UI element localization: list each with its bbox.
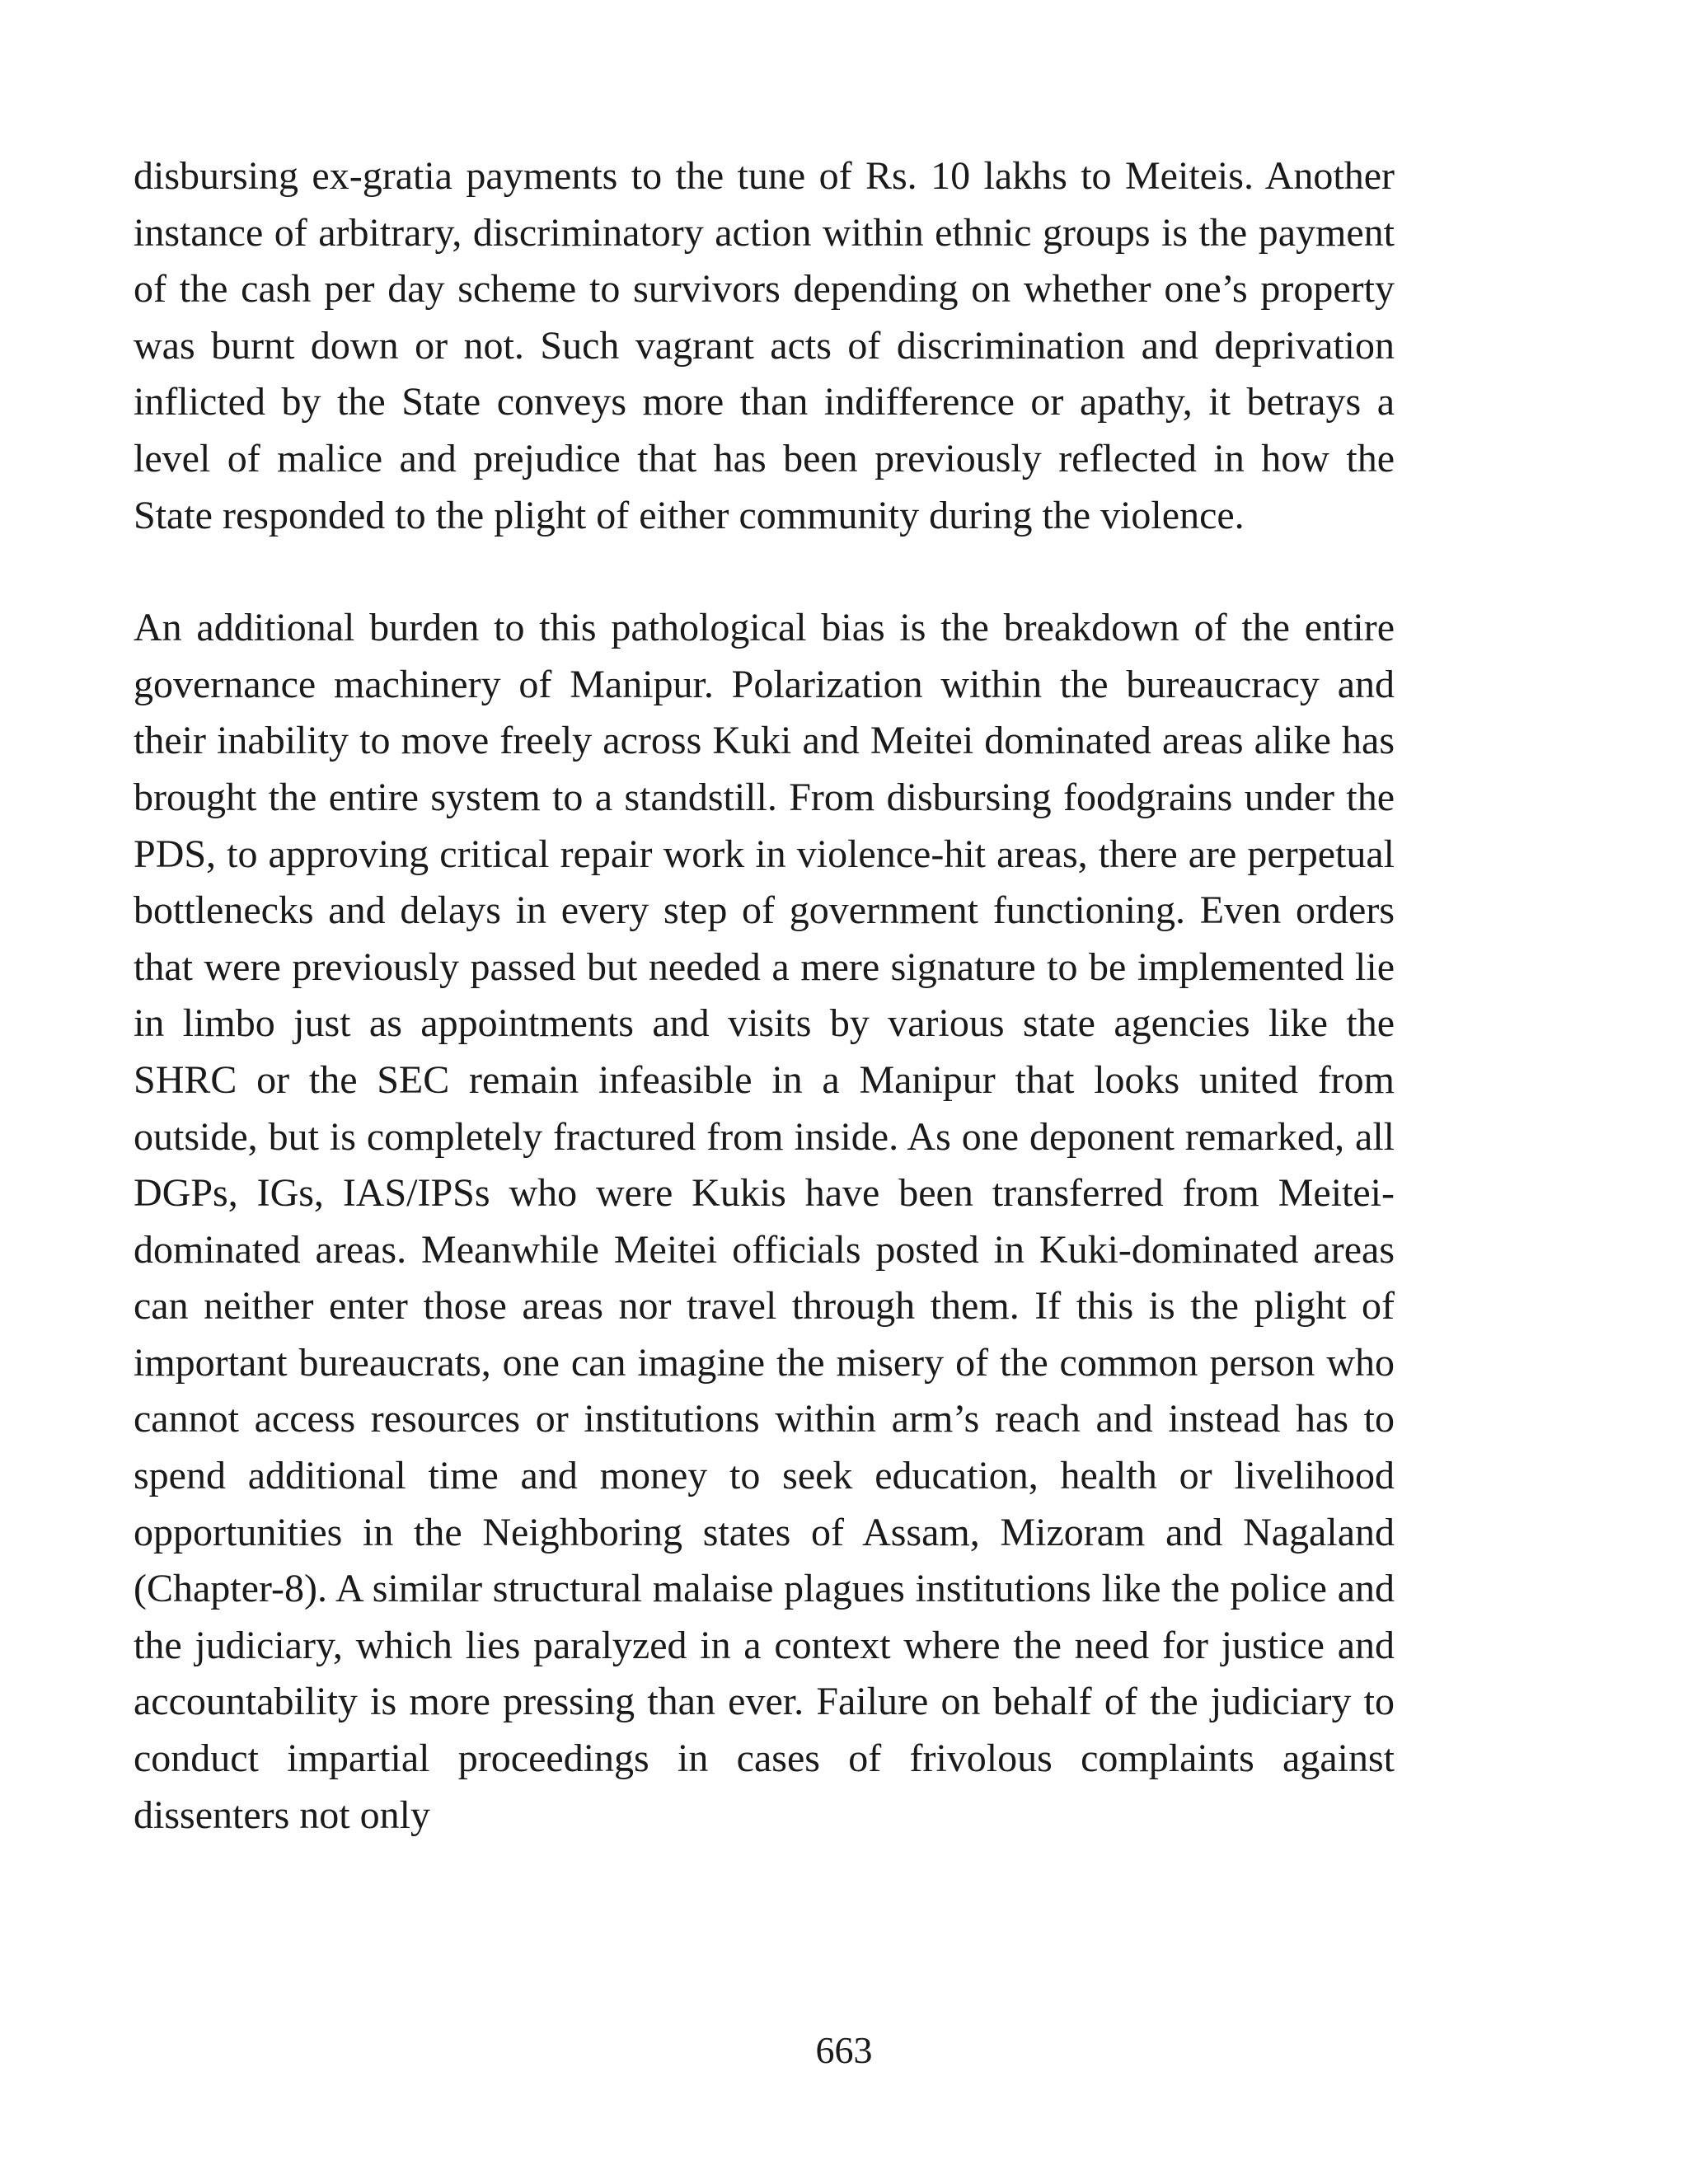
page-body (134, 148, 1395, 1844)
paragraph-2: An additional burden to this pathological bias is the breakdown of the entire governance machinery of Manipur. Polarization within the bureaucracy and their inability to move freely across Kuki and Meitei dominated areas alike has brought the entire system to a standstill. From disbursing foodgrains under the PDS, to approving critical repair work in violence-hit areas, there are perpetual bottlenecks and delays in every step of government functioning. Even orders that were previously passed but needed a mere signature to be implemented lie in limbo just as appointments and visits by various state agencies like the SHRC or the SEC remain infeasible in a Manipur that looks united from outside, but is completely fractured from inside. As one deponent remarked, all DGPs, IGs, IAS/IPSs who were Kukis have been transferred from Meitei-dominated areas. Meanwhile Meitei officials posted in Kuki-dominated areas can neither enter those areas nor travel through them. If this is the plight of important bureaucrats, one can imagine the misery of the common person who cannot access resources or institutions within arm’s reach and instead has to spend additional time and money to seek education, health or livelihood opportunities in the Neighboring states of Assam, Mizoram and Nagaland (Chapter-8). A similar structural malaise plagues institutions like the police and the judiciary, which lies paralyzed in a context where the need for justice and accountability is more pressing than ever. Failure on behalf of the judiciary to conduct impartial proceedings in cases of frivolous complaints against dissenters not only (134, 606, 1395, 1837)
page-number: 663 (815, 2029, 873, 2071)
paragraph-1: disbursing ex-gratia payments to the tune of Rs. 10 lakhs to Meiteis. Another instance of arbitrary, discriminatory action within ethnic groups is the payment of the cash per day scheme to survivors depending on whether one’s property was burnt down or not. Such vagrant acts of discrimination and deprivation inflicted by the State conveys more than indifference or apathy, it betrays a level of malice and prejudice that has been previously reflected in how the State responded to the plight of either community during the violence. (134, 154, 1395, 537)
